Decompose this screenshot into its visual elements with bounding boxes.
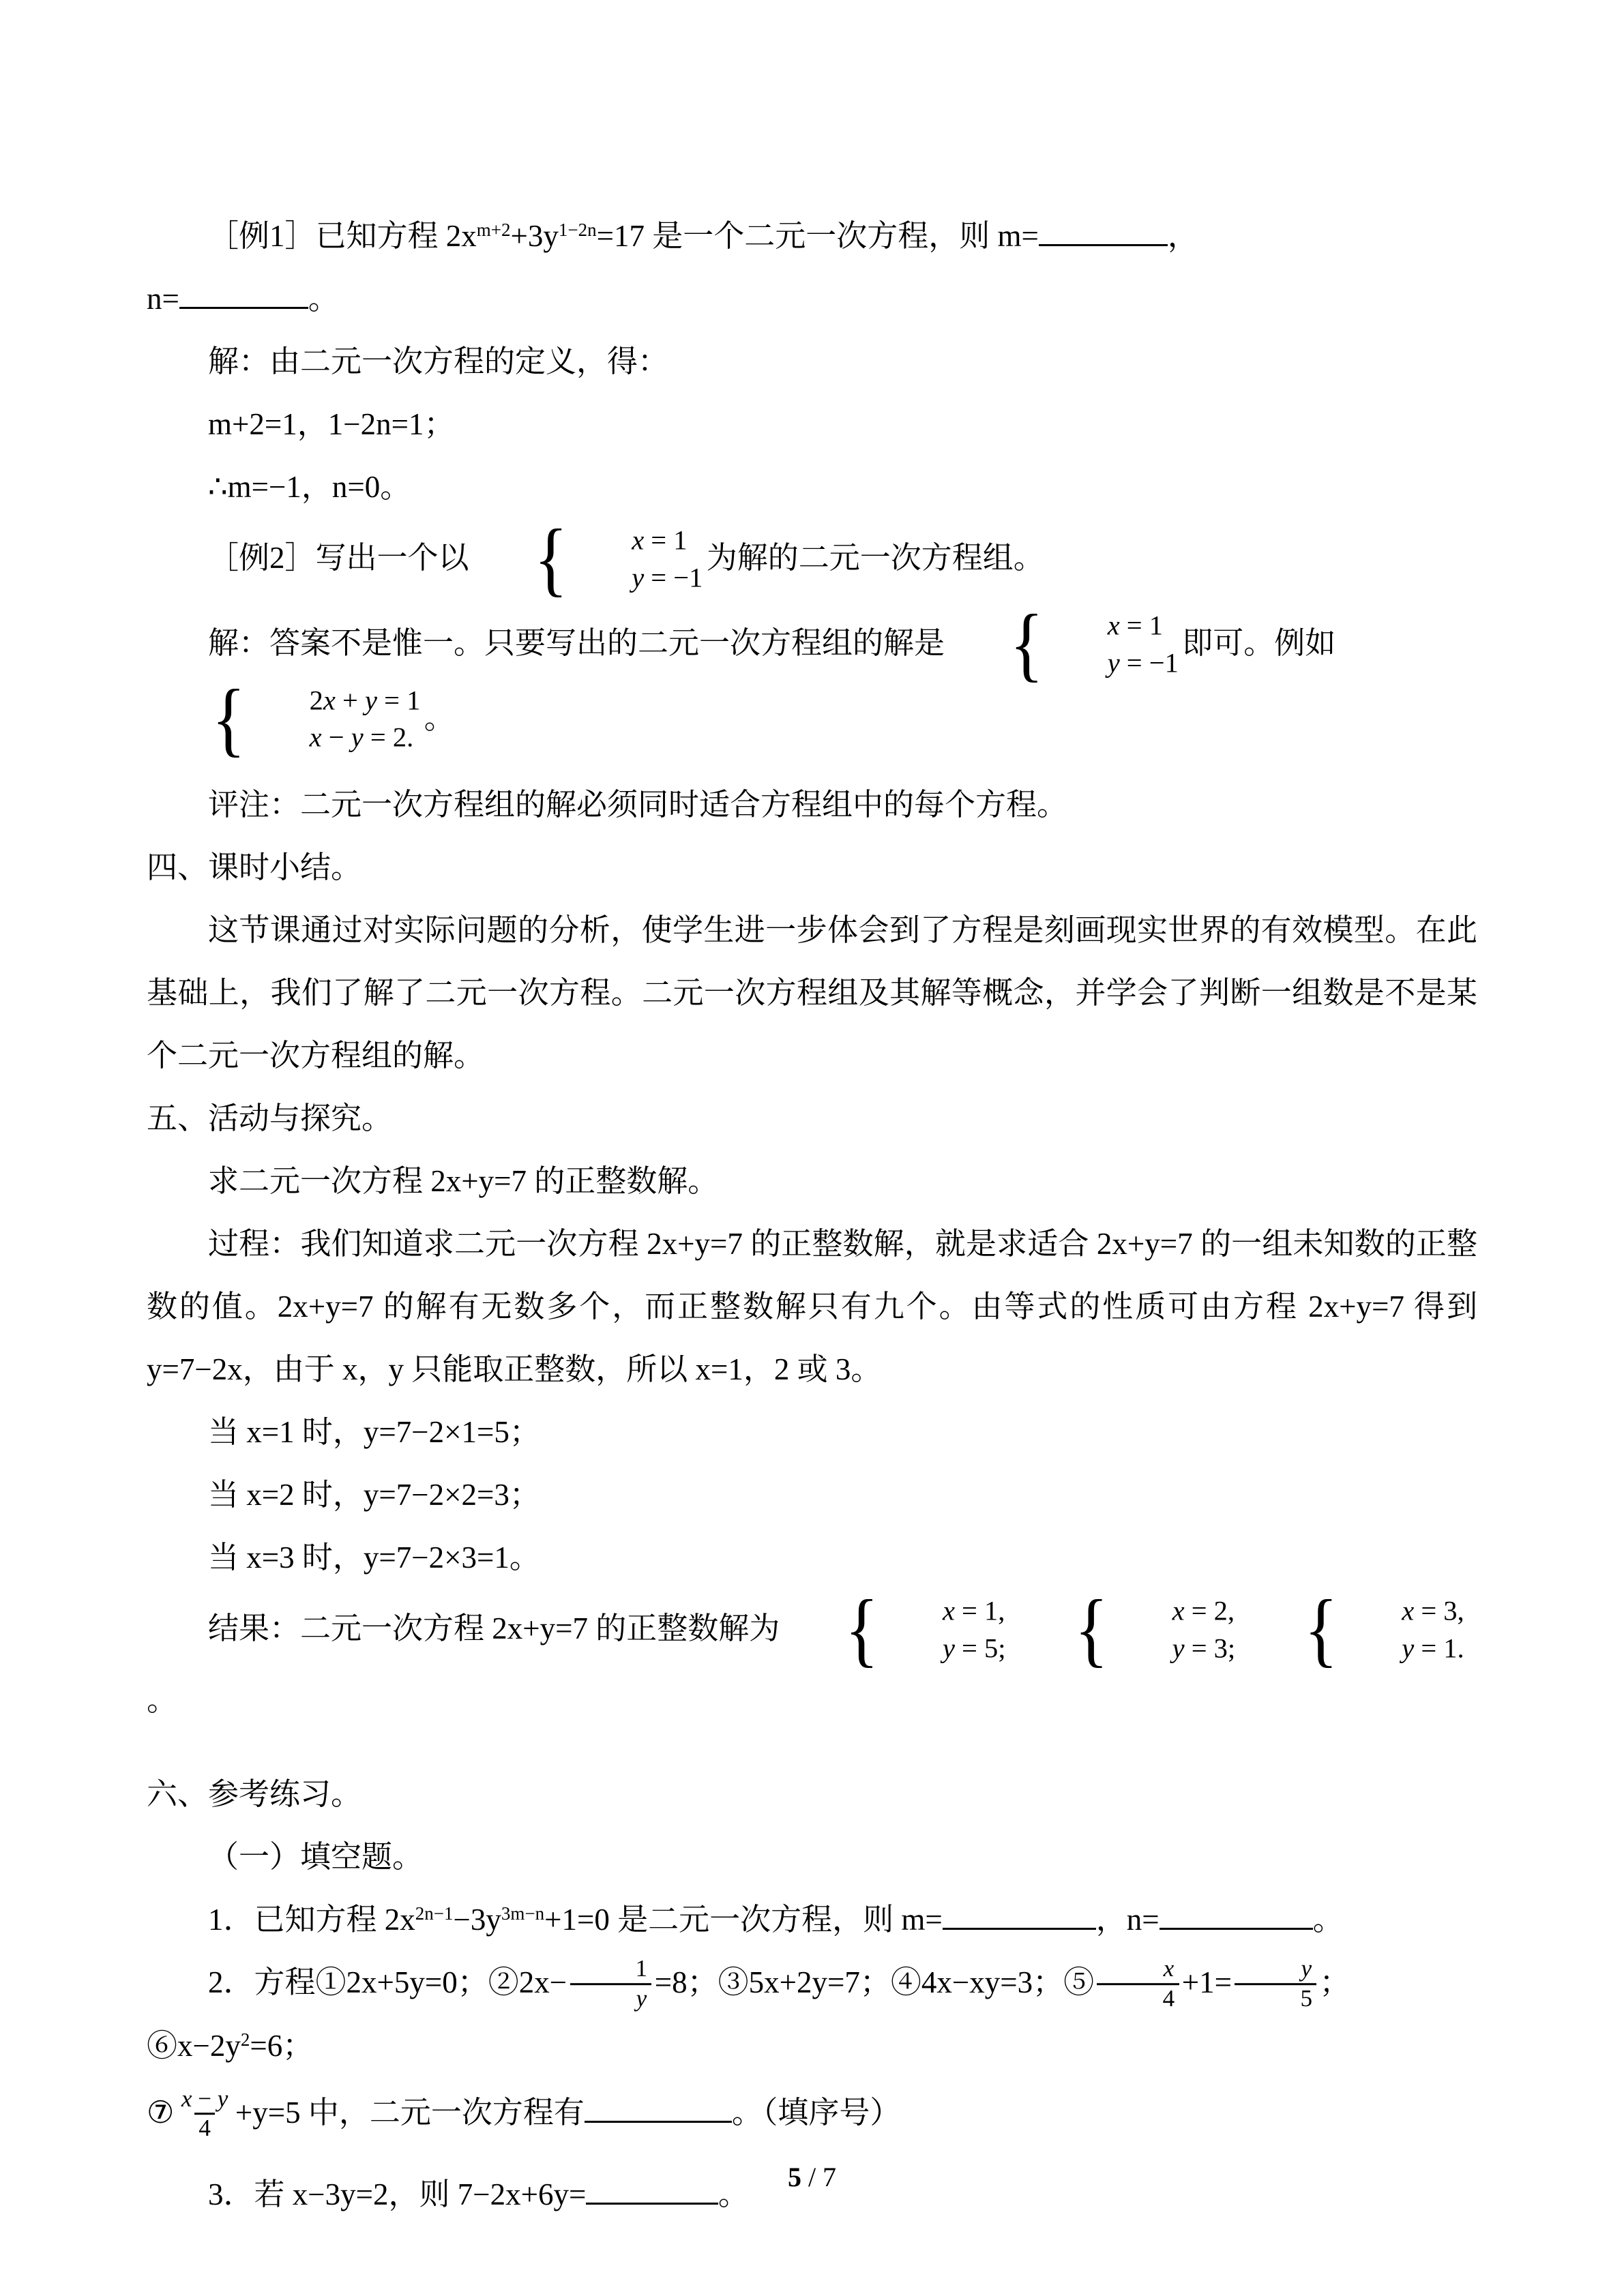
math-variable: y	[942, 1632, 955, 1664]
text-run: 1	[635, 1955, 648, 1982]
cases-group	[1013, 1583, 1236, 1675]
text-run: = 3,	[1414, 1595, 1464, 1626]
text-run: 当 x=2 时，y=7−2×2=3；	[208, 1478, 540, 1512]
cases-row	[881, 1630, 1006, 1667]
text-run: 五、活动与探究。	[147, 1101, 393, 1136]
cases-rows	[570, 522, 703, 596]
text-run: 评注：二元一次方程组的解必须同时适合方程组中的每个方程。	[208, 788, 1068, 822]
example1-solution	[147, 330, 1477, 393]
math-variable: y	[217, 2085, 228, 2112]
section6-heading	[147, 1763, 1477, 1825]
document-body	[147, 205, 1486, 2226]
text-run: 。	[424, 700, 455, 735]
cases-row	[248, 719, 421, 757]
remark	[147, 773, 1477, 836]
math-variable: x	[1107, 610, 1120, 641]
fraction	[177, 2085, 233, 2143]
text-run: 。	[147, 1683, 178, 1718]
case-x3	[147, 1526, 1477, 1589]
text-run: 四、课时小结。	[147, 850, 362, 885]
text-run: ∴m=−1，n=0。	[208, 470, 411, 504]
math-variable: y	[1402, 1632, 1415, 1664]
text-run: 过程：我们知道求二元一次方程 2x+y=7 的正整数解，就是求适合 2x+y=7 的一组未知数的正整数的值。2x+y=7 的解有无数多个，而正整数解只有九个。由等式的性质可由方程 2x+y=7 得到 y=7−2x，由于 x，y 只能取正整数，所以 x=1，2 或 3。	[147, 1227, 1486, 1387]
fraction	[1235, 1955, 1316, 2012]
text-run: = 2,	[1184, 1595, 1235, 1626]
left-brace-icon: {	[533, 512, 568, 605]
example1-line1	[147, 205, 1477, 267]
cases-rows	[1111, 1592, 1236, 1667]
left-brace-icon: {	[1303, 1583, 1338, 1675]
text-run: +1=	[1181, 1965, 1232, 2000]
fraction-numerator	[1235, 1955, 1316, 1982]
example1-result	[147, 456, 1477, 518]
blank-underline	[179, 280, 308, 310]
math-variable: x	[632, 524, 645, 556]
exercise2-line1	[147, 1951, 1477, 2077]
cases-row	[881, 1592, 1006, 1630]
cases-row	[1340, 1592, 1464, 1630]
text-run: 5	[1300, 1984, 1313, 2012]
text-run: = 2.	[363, 721, 414, 753]
cases-row	[1046, 608, 1179, 645]
text-run: 3．若 x−3y=2，则 7−2x+6y=	[208, 2177, 587, 2212]
text-run: ，	[1167, 219, 1198, 253]
fraction	[570, 1955, 651, 2012]
cases-row	[1340, 1630, 1464, 1667]
text-run: 1．已知方程 2x	[208, 1903, 415, 1937]
math-variable: x	[1172, 1595, 1185, 1626]
superscript: 1−2n	[558, 220, 597, 241]
example2	[147, 512, 1477, 605]
example1-line2	[147, 267, 1477, 330]
text-run: ［例1］已知方程 2x	[208, 219, 477, 253]
text-run: =6；	[250, 2028, 314, 2063]
text-run: = 1	[1119, 610, 1164, 641]
text-run: ⑦	[147, 2095, 175, 2130]
fraction-numerator	[1097, 1955, 1178, 1982]
fraction-numerator	[570, 1955, 651, 1982]
left-brace-icon: {	[211, 672, 246, 765]
text-run: / 7	[801, 2162, 837, 2192]
text-run: +3y	[510, 219, 559, 253]
cases-rows	[248, 682, 421, 756]
math-variable: y	[351, 721, 364, 753]
text-run: −3y	[453, 1903, 501, 1937]
example1-eq	[147, 393, 1477, 456]
math-variable: x	[1163, 1955, 1175, 1982]
cases-group	[150, 672, 421, 765]
text-run: 。	[718, 2177, 749, 2212]
text-run: = −1	[1119, 647, 1179, 679]
cases-row	[570, 522, 703, 559]
text-run: = 1.	[1414, 1632, 1464, 1664]
section4-heading	[147, 836, 1477, 899]
text-run: = −1	[644, 561, 703, 593]
fraction-denominator	[1097, 1983, 1179, 2012]
superscript: m+2	[476, 220, 511, 241]
text-run: 求二元一次方程 2x+y=7 的正整数解。	[208, 1164, 719, 1199]
text-run: +y=5 中，二元一次方程有	[235, 2095, 585, 2130]
math-variable: x	[309, 721, 322, 753]
text-run: = 1	[644, 524, 688, 556]
math-variable: y	[636, 1984, 647, 2012]
fill-blank-heading	[147, 1825, 1477, 1888]
blank-underline	[1160, 1900, 1313, 1930]
text-run: 2	[309, 684, 323, 715]
text-run: −	[321, 721, 351, 753]
text-run: −	[192, 2085, 218, 2112]
math-variable: x	[181, 2085, 192, 2112]
text-run: = 1,	[954, 1595, 1005, 1626]
cases-group	[784, 1583, 1006, 1675]
cases-row	[570, 559, 703, 597]
fraction-denominator	[194, 2113, 215, 2142]
text-run: 。	[308, 282, 339, 316]
text-run: 为解的二元一次方程组。	[706, 541, 1044, 575]
fraction-denominator	[1235, 1983, 1316, 2012]
blank-underline	[943, 1900, 1096, 1930]
text-run: = 5;	[954, 1632, 1006, 1664]
exercise2-line2	[147, 2081, 1477, 2145]
cases-rows	[1046, 608, 1179, 682]
cases-row	[1111, 1630, 1236, 1667]
page-number	[0, 2161, 1624, 2194]
text-run: 4	[198, 2115, 211, 2142]
text-run: 这节课通过对实际问题的分析，使学生进一步体会到了方程是刻画现实世界的有效模型。在此基础上，我们了解了二元一次方程。二元一次方程组及其解等概念，并学会了判断一组数是不是某个二元一次方程组的解。	[147, 913, 1477, 1073]
left-brace-icon: {	[1009, 598, 1044, 690]
text-run: 结果：二元一次方程 2x+y=7 的正整数解为	[208, 1611, 780, 1646]
text-run: n=	[147, 282, 179, 316]
fraction-denominator	[570, 1983, 651, 2012]
case-x2	[147, 1463, 1477, 1526]
text-run: 2．方程①2x+5y=0；②2x−	[208, 1965, 567, 2000]
text-run: +1=0 是二元一次方程，则 m=	[544, 1903, 943, 1937]
text-run: 解：答案不是惟一。只要写出的二元一次方程组的解是	[208, 626, 945, 661]
superscript: 3m−n	[501, 1903, 545, 1924]
text-run: 即可。例如	[1182, 626, 1336, 661]
example2-solution	[147, 598, 1477, 765]
cases-rows	[1340, 1592, 1464, 1667]
math-variable: y	[365, 684, 377, 715]
blank-underline	[1039, 217, 1168, 247]
math-variable: y	[1107, 647, 1120, 679]
cases-group	[473, 512, 703, 605]
result-line	[147, 1583, 1477, 1731]
text-run: 当 x=3 时，y=7−2×3=1。	[208, 1540, 540, 1575]
text-run: 六、参考练习。	[147, 1777, 362, 1812]
cases-row	[1046, 644, 1179, 682]
section5-heading	[147, 1087, 1477, 1150]
text-run: 4	[1162, 1984, 1175, 2012]
text-run: = 1	[377, 684, 421, 715]
bold-text: 5	[787, 2162, 801, 2192]
text-run: ［例2］写出一个以	[208, 541, 469, 575]
math-variable: y	[632, 561, 645, 593]
text-run: 。	[1312, 1903, 1344, 1937]
math-variable: y	[1172, 1632, 1185, 1664]
text-run: =8；③5x+2y=7；④4x−xy=3；⑤	[654, 1965, 1095, 2000]
math-variable: x	[323, 684, 336, 715]
cases-group	[1243, 1583, 1464, 1675]
text-run: +	[335, 684, 365, 715]
cases-group	[948, 598, 1179, 690]
math-variable: x	[942, 1595, 955, 1626]
cases-rows	[881, 1592, 1006, 1667]
fraction-numerator	[177, 2085, 233, 2113]
fraction	[1097, 1955, 1179, 2012]
blank-underline	[585, 2093, 732, 2123]
superscript: 2	[240, 2029, 250, 2051]
section4-body	[147, 899, 1477, 1087]
text-run: = 3;	[1184, 1632, 1236, 1664]
text-run: ；⑥x−2y	[147, 1965, 1350, 2063]
left-brace-icon: {	[1074, 1583, 1108, 1675]
text-run: =17 是一个二元一次方程，则 m=	[596, 219, 1039, 253]
math-variable: y	[1301, 1955, 1312, 1982]
text-run: 解：由二元一次方程的定义，得：	[208, 344, 669, 378]
section5-process	[147, 1212, 1486, 1401]
math-variable: x	[1402, 1595, 1415, 1626]
text-run: 。（填序号）	[731, 2095, 901, 2130]
text-run: 当 x=1 时，y=7−2×1=5；	[208, 1415, 540, 1450]
text-run: （一）填空题。	[208, 1840, 424, 1875]
section5-task	[147, 1150, 1477, 1212]
text-run: m+2=1，1−2n=1；	[208, 407, 455, 441]
left-brace-icon: {	[844, 1583, 879, 1675]
superscript: 2n−1	[415, 1903, 454, 1924]
text-run: ，n=	[1095, 1903, 1160, 1937]
case-x1	[147, 1401, 1477, 1463]
cases-row	[1111, 1592, 1236, 1630]
cases-row	[248, 682, 421, 719]
exercise1	[147, 1888, 1477, 1951]
